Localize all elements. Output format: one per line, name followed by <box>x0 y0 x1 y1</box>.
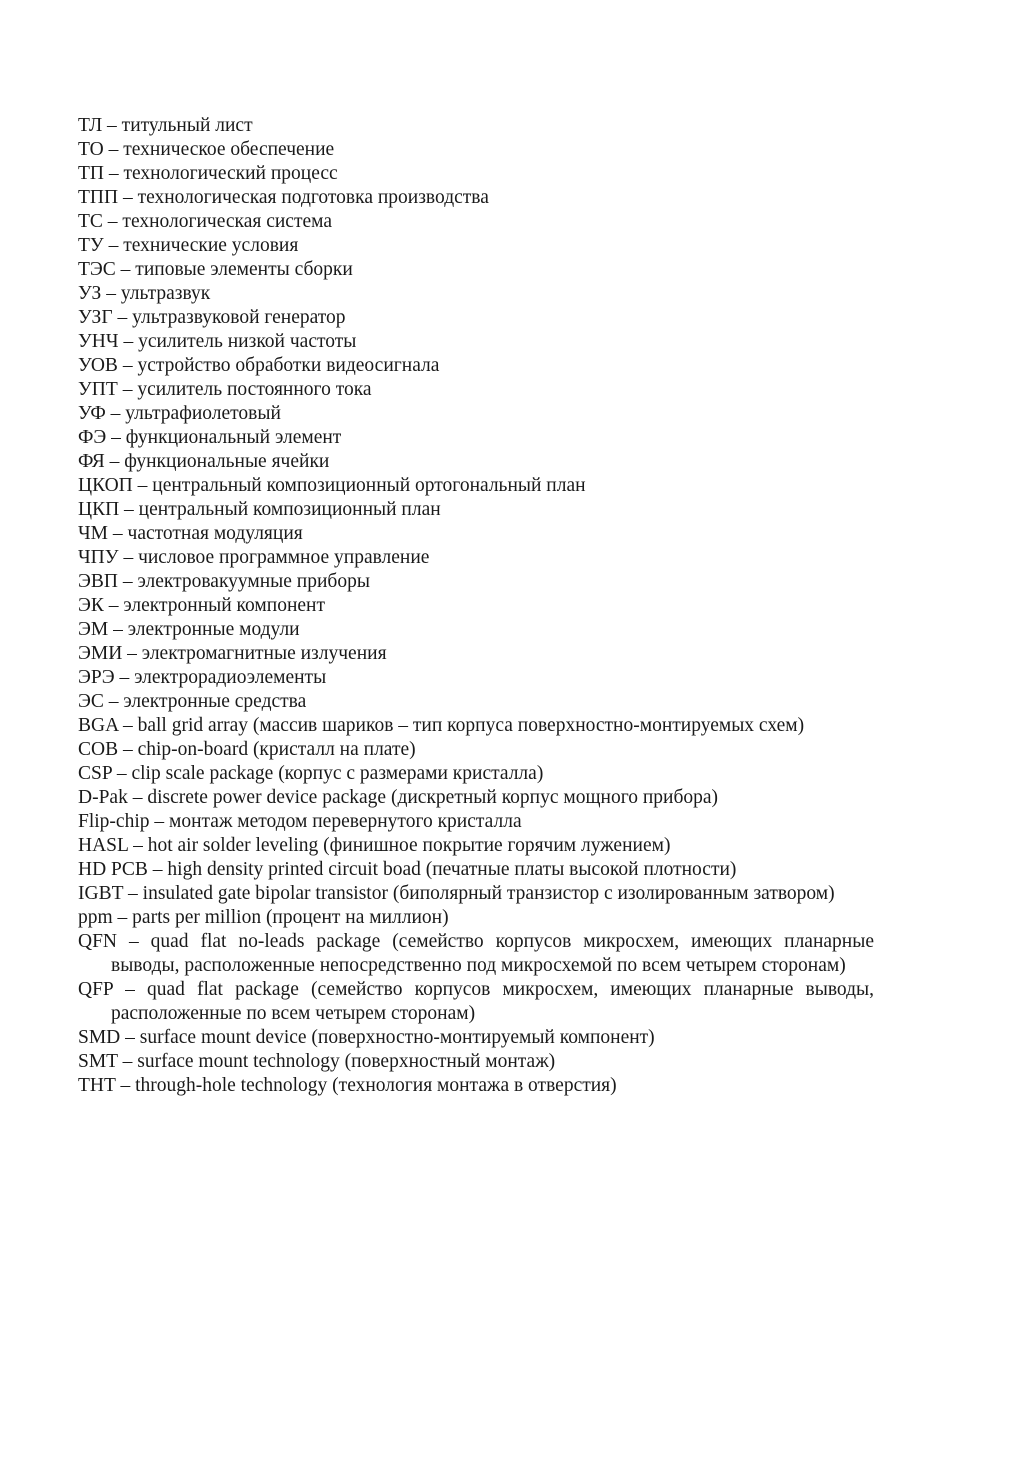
dash-separator: – <box>128 883 138 904</box>
dash-separator: – <box>123 331 134 352</box>
abbreviation: ТЭС <box>78 259 116 280</box>
dash-separator: – <box>132 787 143 808</box>
dash-separator: – <box>106 283 116 304</box>
list-item <box>78 402 874 426</box>
dash-separator: – <box>125 979 135 1000</box>
abbreviation: ТЛ <box>78 115 103 136</box>
dash-separator: – <box>108 163 119 184</box>
list-item <box>78 522 874 546</box>
dash-separator: – <box>108 595 119 616</box>
abbreviation: CSP <box>78 763 112 784</box>
dash-separator: – <box>108 691 119 712</box>
dash-separator: – <box>122 715 133 736</box>
list-item <box>78 282 874 306</box>
abbreviation: ТО <box>78 139 104 160</box>
list-item <box>78 258 874 282</box>
list-item <box>78 978 874 1026</box>
abbreviation: ФЭ <box>78 427 107 448</box>
definition: частотная модуляция <box>127 523 303 544</box>
list-item <box>78 570 874 594</box>
abbreviation: ЭРЭ <box>78 667 115 688</box>
dash-separator: – <box>122 1051 133 1072</box>
dash-separator: – <box>108 139 119 160</box>
dash-separator: – <box>116 763 127 784</box>
dash-separator: – <box>137 475 148 496</box>
definition: quad flat package (семейство корпусов микросхем, имеющих планарные выводы, расположенные по всем четырем сторонам) <box>111 979 875 1024</box>
definition: through-hole technology (технология монтажа в отверстия) <box>135 1075 617 1096</box>
abbreviation: ppm <box>78 907 113 928</box>
dash-separator: – <box>122 571 133 592</box>
definition: электронный компонент <box>123 595 325 616</box>
abbreviation: ТУ <box>78 235 104 256</box>
dash-separator: – <box>110 403 121 424</box>
dash-separator: – <box>125 1027 135 1048</box>
definition: ультразвук <box>120 283 211 304</box>
list-item <box>78 930 874 978</box>
definition: титульный лист <box>121 115 253 136</box>
list-item <box>78 858 874 882</box>
definition: parts per million (процент на миллион) <box>132 907 449 928</box>
definition: chip-on-board (кристалл на плате) <box>137 739 416 760</box>
definition: электровакуумные приборы <box>137 571 370 592</box>
list-item <box>78 546 874 570</box>
dash-separator: – <box>123 547 134 568</box>
definition: ball grid array (массив шариков – тип корпуса поверхностно-монтируемых схем) <box>137 715 805 736</box>
list-item <box>78 498 874 522</box>
definition: электрорадиоэлементы <box>134 667 327 688</box>
abbreviation: SMD <box>78 1027 121 1048</box>
list-item <box>78 210 874 234</box>
dash-separator: – <box>128 931 139 952</box>
abbreviation: ЧМ <box>78 523 109 544</box>
definition: технологический процесс <box>123 163 338 184</box>
definition: функциональные ячейки <box>124 451 330 472</box>
definition: surface mount technology (поверхностный монтаж) <box>137 1051 556 1072</box>
dash-separator: – <box>117 907 128 928</box>
dash-separator: – <box>154 811 165 832</box>
dash-separator: – <box>120 1075 131 1096</box>
list-item <box>78 330 874 354</box>
list-item <box>78 714 874 738</box>
abbreviation: УФ <box>78 403 106 424</box>
definition: технические условия <box>123 235 299 256</box>
abbreviation: COB <box>78 739 119 760</box>
abbreviation: УЗГ <box>78 307 113 328</box>
list-item <box>78 834 874 858</box>
abbreviation: HASL <box>78 835 129 856</box>
abbreviation: ФЯ <box>78 451 105 472</box>
list-item <box>78 1026 874 1050</box>
abbreviation: ЦКП <box>78 499 120 520</box>
list-item <box>78 618 874 642</box>
list-item <box>78 114 874 138</box>
list-item <box>78 378 874 402</box>
definition: техническое обеспечение <box>123 139 335 160</box>
list-item <box>78 882 874 906</box>
list-item <box>78 642 874 666</box>
abbreviation: ЭК <box>78 595 104 616</box>
abbreviation: Flip-chip <box>78 811 150 832</box>
list-item <box>78 810 874 834</box>
abbreviation: ЭМ <box>78 619 109 640</box>
list-item <box>78 666 874 690</box>
definition: центральный композиционный ортогональный план <box>152 475 586 496</box>
definition: ультрафиолетовый <box>125 403 281 424</box>
list-item <box>78 594 874 618</box>
dash-separator: – <box>113 619 123 640</box>
abbreviation: ЭС <box>78 691 104 712</box>
definition: устройство обработки видеосигнала <box>137 355 440 376</box>
dash-separator: – <box>124 499 134 520</box>
definition: hot air solder leveling (финишное покрытие горячим лужением) <box>147 835 671 856</box>
abbreviation: УНЧ <box>78 331 119 352</box>
definition: surface mount device (поверхностно-монтируемый компонент) <box>139 1027 655 1048</box>
dash-separator: – <box>127 643 137 664</box>
definition: усилитель постоянного тока <box>137 379 372 400</box>
definition: функциональный элемент <box>125 427 342 448</box>
definition: ультразвуковой генератор <box>132 307 346 328</box>
list-item <box>78 906 874 930</box>
list-item <box>78 474 874 498</box>
definition: clip scale package (корпус с размерами кристалла) <box>131 763 544 784</box>
dash-separator: – <box>107 115 117 136</box>
definition: типовые элементы сборки <box>135 259 353 280</box>
list-item <box>78 762 874 786</box>
abbreviation: ЭВП <box>78 571 118 592</box>
definition: технологическая система <box>122 211 332 232</box>
definition: электромагнитные излучения <box>141 643 387 664</box>
definition: high density printed circuit boad (печатные платы высокой плотности) <box>167 859 737 880</box>
list-item <box>78 786 874 810</box>
definition: discrete power device package (дискретный корпус мощного прибора) <box>147 787 719 808</box>
dash-separator: – <box>112 523 123 544</box>
definition: центральный композиционный план <box>138 499 441 520</box>
definition: quad flat no-leads package (семейство корпусов микросхем, имеющих планарные выводы, расположенные непосредственно под микросхемой по всем четырем сторонам) <box>111 931 874 976</box>
list-item <box>78 426 874 450</box>
dash-separator: – <box>122 739 133 760</box>
abbreviation: ЦКОП <box>78 475 133 496</box>
list-item <box>78 450 874 474</box>
abbreviation: SMT <box>78 1051 118 1072</box>
dash-separator: – <box>107 211 118 232</box>
dash-separator: – <box>111 427 121 448</box>
abbreviation: QFP <box>78 979 114 1000</box>
abbreviation: HD PCB <box>78 859 148 880</box>
definition: технологическая подготовка производства <box>137 187 489 208</box>
abbreviation: ЭМИ <box>78 643 123 664</box>
dash-separator: – <box>122 379 133 400</box>
dash-separator: – <box>120 259 131 280</box>
abbreviation: ТП <box>78 163 104 184</box>
definition: insulated gate bipolar transistor (биполярный транзистор с изолированным затвором) <box>142 883 835 904</box>
abbreviation: THT <box>78 1075 116 1096</box>
definition: усилитель низкой частоты <box>138 331 357 352</box>
definition: электронные средства <box>123 691 307 712</box>
definition: монтаж методом перевернутого кристалла <box>169 811 522 832</box>
abbreviation: IGBT <box>78 883 124 904</box>
list-item <box>78 162 874 186</box>
dash-separator: – <box>133 835 143 856</box>
list-item <box>78 1074 874 1098</box>
dash-separator: – <box>109 451 120 472</box>
list-item <box>78 234 874 258</box>
list-item <box>78 186 874 210</box>
dash-separator: – <box>122 187 133 208</box>
abbreviation: D-Pak <box>78 787 128 808</box>
abbreviation: ТС <box>78 211 103 232</box>
abbreviation: УЗ <box>78 283 102 304</box>
abbreviation: QFN <box>78 931 118 952</box>
abbreviation: ЧПУ <box>78 547 119 568</box>
dash-separator: – <box>119 667 130 688</box>
definition: числовое программное управление <box>138 547 430 568</box>
abbreviation-list <box>78 114 874 1098</box>
dash-separator: – <box>152 859 163 880</box>
abbreviation: ТПП <box>78 187 119 208</box>
list-item <box>78 738 874 762</box>
list-item <box>78 138 874 162</box>
abbreviation: УПТ <box>78 379 118 400</box>
list-item <box>78 690 874 714</box>
list-item <box>78 1050 874 1074</box>
list-item <box>78 306 874 330</box>
dash-separator: – <box>117 307 128 328</box>
abbreviation: BGA <box>78 715 119 736</box>
dash-separator: – <box>122 355 133 376</box>
list-item <box>78 354 874 378</box>
definition: электронные модули <box>127 619 300 640</box>
abbreviation: УОВ <box>78 355 118 376</box>
dash-separator: – <box>108 235 119 256</box>
